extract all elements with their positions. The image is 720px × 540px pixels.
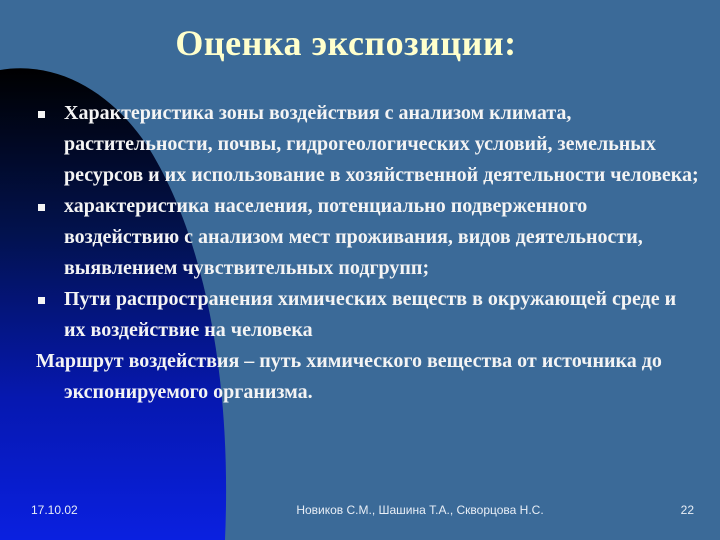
bullet-text: характеристика населения, потенциально подверженного воздействию с анализом мест проживания, видов деятельности, выявлением чувствительных подгрупп;	[64, 195, 643, 279]
bullet-text: Пути распространения химических веществ в окружающей среде и их воздействие на человека	[64, 288, 677, 341]
bullet-item	[0, 284, 720, 346]
bullet-item	[0, 98, 720, 191]
footer-date: 17.10.02	[31, 503, 78, 517]
square-bullet-icon	[38, 111, 45, 118]
square-bullet-icon	[38, 204, 45, 211]
footer-authors: Новиков С.М., Шашина Т.А., Скворцова Н.С.	[296, 503, 544, 517]
bullet-item	[0, 191, 720, 284]
footer-page-number: 22	[680, 503, 694, 517]
slide-body	[0, 98, 720, 408]
slide-title: Оценка экспозиции:	[175, 23, 517, 63]
bullet-text: Характеристика зоны воздействия с анализом климата, растительности, почвы, гидрогеологических условий, земельных ресурсов и их использование в хозяйственной деятельности человека;	[64, 102, 699, 186]
square-bullet-icon	[38, 297, 45, 304]
definition-text: Маршрут воздействия – путь химического вещества от источника до экспонируемого организма.	[36, 350, 662, 403]
